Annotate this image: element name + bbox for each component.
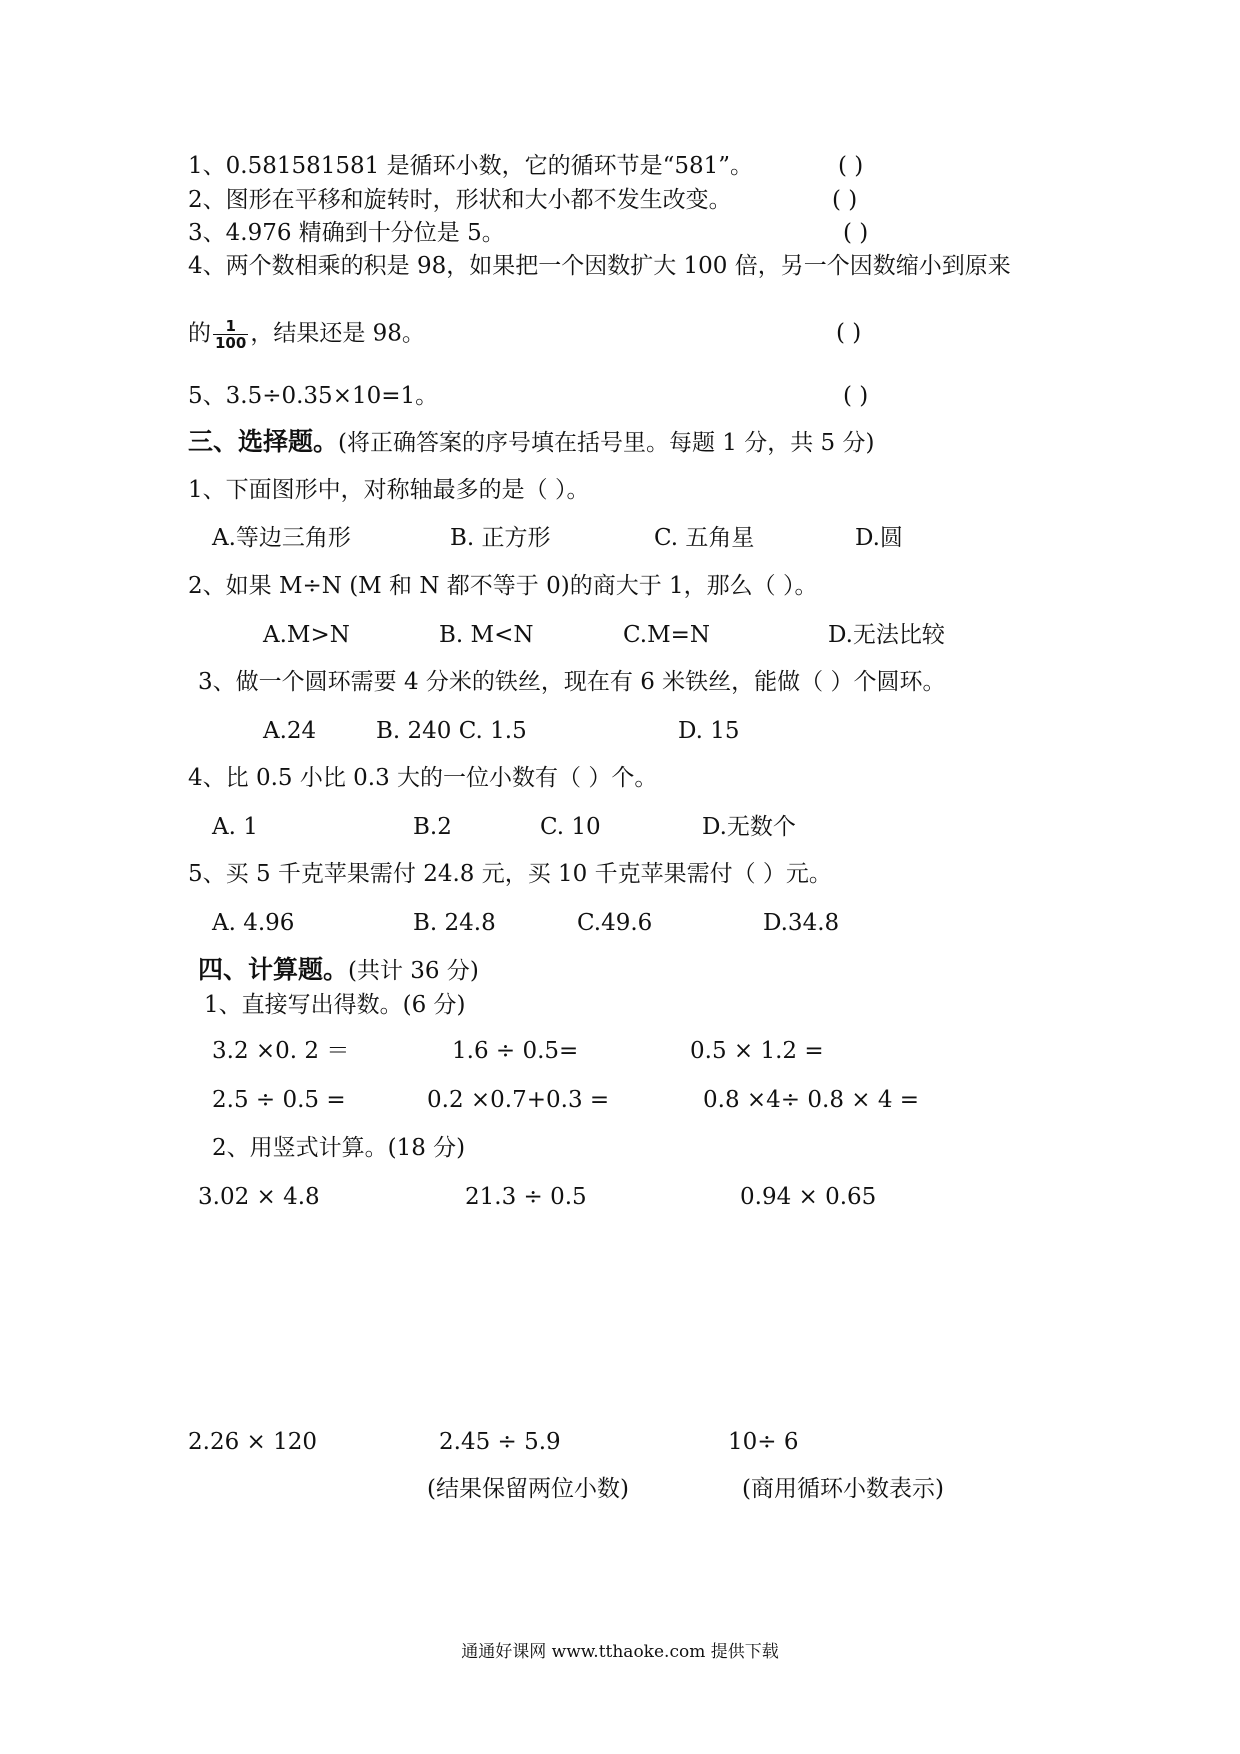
choice-question-3: 3、做一个圆环需要 4 分米的铁丝，现在有 6 米铁丝，能做（ ）个圆环。 <box>198 669 946 695</box>
choice-question-4: 4、比 0.5 小比 0.3 大的一位小数有（ ）个。 <box>188 765 658 791</box>
calc-row4-c: 10÷ 6 <box>728 1429 799 1455</box>
choice-1-option-c: C. 五角星 <box>654 525 755 551</box>
choice-1-option-b: B. 正方形 <box>450 525 551 551</box>
calc-sub-1: 1、直接写出得数。(6 分) <box>204 992 466 1018</box>
judge-item-4-prefix: 的 <box>188 320 211 347</box>
choice-question-1: 1、下面图形中，对称轴最多的是（ ）。 <box>188 477 590 503</box>
section-calc-note: (共计 36 分) <box>348 958 479 984</box>
calc-sub-2: 2、用竖式计算。(18 分) <box>212 1135 466 1161</box>
calc-row4-b: 2.45 ÷ 5.9 <box>439 1429 561 1455</box>
choice-4-option-d: D.无数个 <box>702 814 796 840</box>
judge-item-3: 3、4.976 精确到十分位是 5。 <box>188 220 505 246</box>
choice-5-option-a: A. 4.96 <box>212 910 295 936</box>
calc-row2-b: 0.2 ×0.7+0.3 = <box>427 1087 610 1113</box>
calc-row3-a: 3.02 × 4.8 <box>198 1184 320 1210</box>
calc-row1-c: 0.5 × 1.2 = <box>690 1038 824 1064</box>
judge-paren-4: ( ) <box>836 320 862 346</box>
calc-row2-c: 0.8 ×4÷ 0.8 × 4 = <box>703 1087 920 1113</box>
section-calc-heading <box>198 954 479 987</box>
fraction <box>213 318 248 351</box>
section-choice-note: (将正确答案的序号填在括号里。每题 1 分，共 5 分) <box>338 430 875 456</box>
judge-paren-1: ( ) <box>838 153 864 179</box>
choice-2-option-a: A.M>N <box>263 622 350 648</box>
choice-3-option-bc: B. 240 C. 1.5 <box>376 718 527 744</box>
choice-4-option-a: A. 1 <box>212 814 258 840</box>
calc-row4-a: 2.26 × 120 <box>188 1429 318 1455</box>
calc-note-repeating: (商用循环小数表示) <box>742 1476 944 1502</box>
choice-5-option-c: C.49.6 <box>577 910 653 936</box>
fraction-denominator: 100 <box>215 334 247 352</box>
calc-row1-a: 3.2 ×0. 2 ＝ <box>212 1038 350 1064</box>
choice-question-2: 2、如果 M÷N (M 和 N 都不等于 0)的商大于 1，那么（ ）。 <box>188 573 818 599</box>
judge-paren-2: ( ) <box>832 187 858 213</box>
choice-3-option-d: D. 15 <box>678 718 740 744</box>
choice-4-option-b: B.2 <box>413 814 452 840</box>
choice-5-option-d: D.34.8 <box>763 910 840 936</box>
page-footer <box>0 1641 1240 1663</box>
judge-item-4: 4、两个数相乘的积是 98，如果把一个因数扩大 100 倍，另一个因数缩小到原来 <box>188 253 1011 279</box>
judge-item-2: 2、图形在平移和旋转时，形状和大小都不发生改变。 <box>188 187 732 213</box>
judge-item-5: 5、3.5÷0.35×10=1。 <box>188 383 439 409</box>
choice-5-option-b: B. 24.8 <box>413 910 496 936</box>
choice-1-option-a: A.等边三角形 <box>212 525 351 551</box>
choice-4-option-c: C. 10 <box>540 814 601 840</box>
judge-item-4-cont <box>188 318 425 351</box>
footer-text: 通通好课网 www.tthaoke.com 提供下载 <box>461 1642 779 1662</box>
judge-item-4-suffix: ，结果还是 98。 <box>250 320 425 347</box>
fraction-numerator: 1 <box>213 318 248 335</box>
choice-2-option-b: B. M<N <box>439 622 534 648</box>
choice-3-option-a: A.24 <box>263 718 317 744</box>
judge-paren-5: ( ) <box>843 383 869 409</box>
judge-paren-3: ( ) <box>843 220 869 246</box>
choice-2-option-d: D.无法比较 <box>828 622 945 648</box>
choice-2-option-c: C.M=N <box>623 622 711 648</box>
choice-1-option-d: D.圆 <box>855 525 903 551</box>
calc-row1-b: 1.6 ÷ 0.5= <box>452 1038 579 1064</box>
judge-item-1: 1、0.581581581 是循环小数，它的循环节是“581”。 <box>188 153 754 179</box>
calc-row3-b: 21.3 ÷ 0.5 <box>465 1184 587 1210</box>
calc-note-round: (结果保留两位小数) <box>427 1476 629 1502</box>
choice-question-5: 5、买 5 千克苹果需付 24.8 元，买 10 千克苹果需付（ ）元。 <box>188 861 832 887</box>
section-choice-title: 三、选择题。 <box>188 427 339 456</box>
section-choice-heading <box>188 426 874 459</box>
calc-row2-a: 2.5 ÷ 0.5 = <box>212 1087 346 1113</box>
section-calc-title: 四、计算题。 <box>198 955 349 984</box>
calc-row3-c: 0.94 × 0.65 <box>740 1184 877 1210</box>
